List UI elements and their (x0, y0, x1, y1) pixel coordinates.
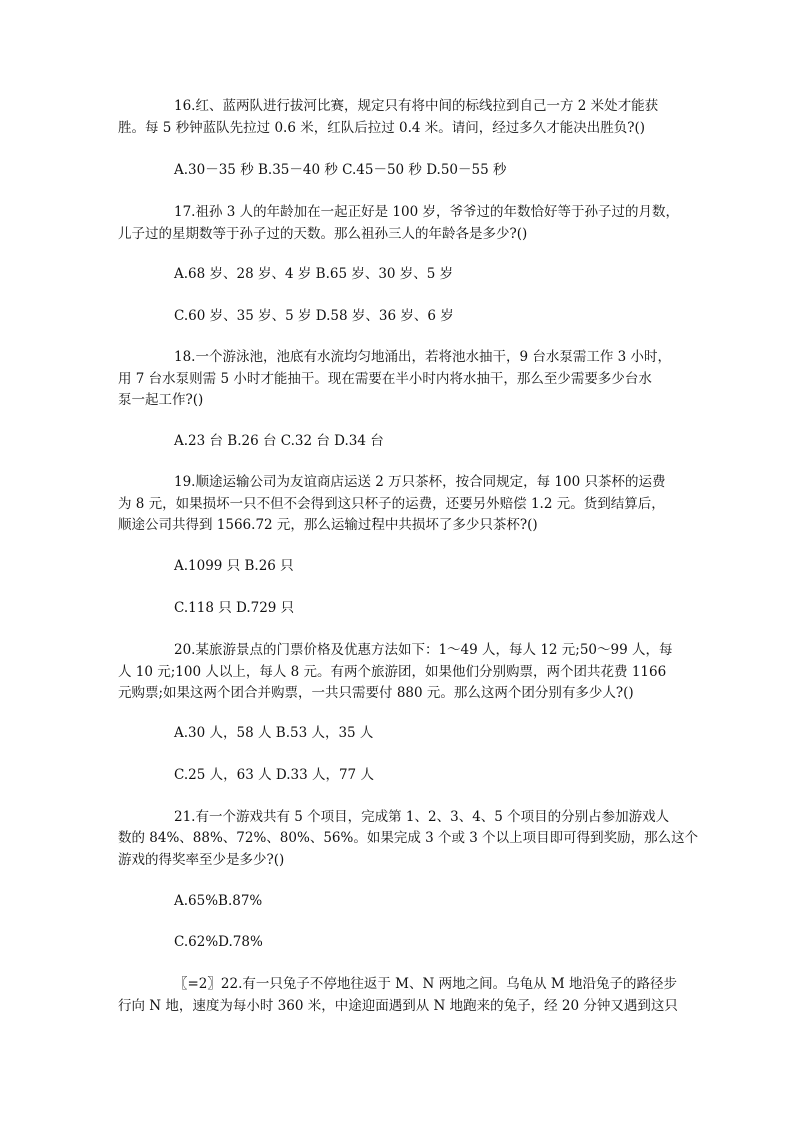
q17-stem-line-1: 17.祖孙 3 人的年龄加在一起正好是 100 岁，爷爷过的年数恰好等于孙子过的月数， (174, 204, 679, 220)
q19-stem-line-2: 为 8 元，如果损坏一只不但不会得到这只杯子的运费，还要另外赔偿 1.2 元。货到结算后， (118, 496, 665, 512)
q19-stem-line-1: 19.顺途运输公司为友谊商店运送 2 万只茶杯，按合同规定，每 100 只茶杯的运费 (174, 474, 666, 490)
q20-options-line-2: C.25 人，63 人 D.33 人，77 人 (174, 767, 374, 783)
q17-options-line-2: C.60 岁、35 岁、5 岁 D.58 岁、36 岁、6 岁 (174, 308, 454, 324)
q19-stem-line-3: 顺途公司共得到 1566.72 元，那么运输过程中共损坏了多少只茶杯?() (118, 517, 538, 533)
q18-options-line-1: A.23 台 B.26 台 C.32 台 D.34 台 (174, 433, 384, 449)
q21-options-line-2: C.62%D.78% (174, 934, 263, 950)
q19-options-line-1: A.1099 只 B.26 只 (174, 558, 294, 574)
q16-stem-line-1: 16.红、蓝两队进行拔河比赛，规定只有将中间的标线拉到自己一方 2 米处才能获 (174, 98, 659, 114)
q18-stem-line-1: 18.一个游泳池，池底有水流均匀地涌出，若将池水抽干，9 台水泵需工作 3 小时， (174, 349, 672, 365)
q20-stem-line-1: 20.某旅游景点的门票价格及优惠方法如下：1～49 人，每人 12 元;50～99 人，每 (174, 642, 673, 658)
q20-stem-line-3: 元购票;如果这两个团合并购票，一共只需要付 880 元。那么这两个团分别有多少人?() (118, 685, 634, 701)
q20-stem-line-2: 人 10 元;100 人以上，每人 8 元。有两个旅游团，如果他们分别购票，两个团共花费 1166 (118, 664, 667, 680)
q16-options-line-1: A.30－35 秒 B.35－40 秒 C.45－50 秒 D.50－55 秒 (174, 162, 507, 178)
q17-options-line-1: A.68 岁、28 岁、4 岁 B.65 岁、30 岁、5 岁 (174, 266, 454, 282)
q18-stem-line-3: 泵一起工作?() (118, 392, 204, 408)
q17-stem-line-2: 儿子过的星期数等于孙子过的天数。那么祖孙三人的年龄各是多少?() (118, 226, 528, 242)
q19-options-line-2: C.118 只 D.729 只 (174, 600, 295, 616)
q22-stem-line-2: 行向 N 地，速度为每小时 360 米，中途迎面遇到从 N 地跑来的兔子，经 20 分钟又遇到这只 (118, 998, 678, 1014)
q22-stem-line-1: 〖=2〗22.有一只兔子不停地往返于 M、N 两地之间。乌龟从 M 地沿兔子的路径步 (174, 976, 677, 992)
q20-options-line-1: A.30 人，58 人 B.53 人，35 人 (174, 725, 374, 741)
q21-stem-line-2: 数的 84%、88%、72%、80%、56%。如果完成 3 个或 3 个以上项目即可得到奖励，那么这个 (118, 830, 699, 846)
q16-stem-line-2: 胜。每 5 秒钟蓝队先拉过 0.6 米，红队后拉过 0.4 米。请问，经过多久才能决出胜负?() (118, 120, 646, 136)
q21-stem-line-1: 21.有一个游戏共有 5 个项目，完成第 1、2、3、4、5 个项目的分别占参加游戏人 (174, 809, 670, 825)
q21-options-line-1: A.65%B.87% (174, 893, 263, 909)
q18-stem-line-2: 用 7 台水泵则需 5 小时才能抽干。现在需要在半小时内将水抽干，那么至少需要多少台水 (118, 371, 652, 387)
q21-stem-line-3: 游戏的得奖率至少是多少?() (118, 852, 285, 868)
